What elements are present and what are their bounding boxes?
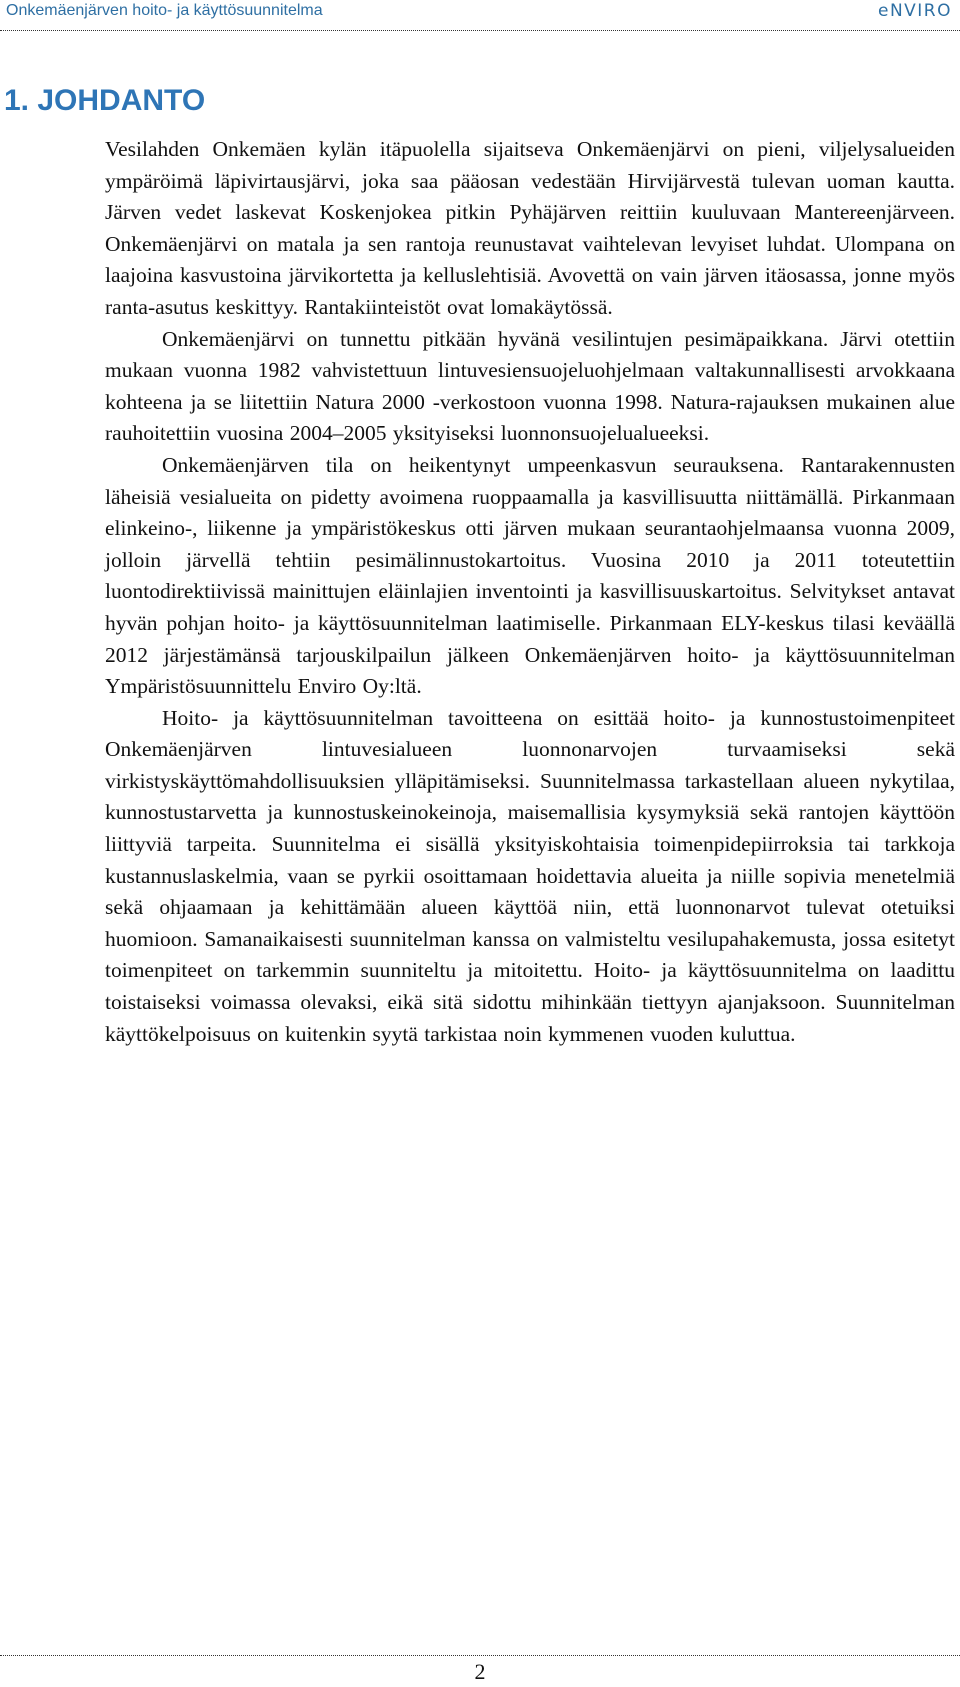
enviro-logo: eNVIRO [877,1,952,21]
body-text [105,134,955,1050]
paragraph-intro: Vesilahden Onkemäen kylän itäpuolella sijaitseva Onkemäenjärvi on pieni, viljelysalueiden ympäröimä läpivirtausjärvi, joka saa pääosan vedestään Hirvijärvestä tulevan uoman kautta. Järven vedet laskevat Koskenjokea pitkin Pyhäjärven reittiin kuuluvaan Mantereenjärveen. Onkemäenjärvi on matala ja sen rantoja reunustavat vaihtelevan levyiset luhdat. Ulompana on laajoina kasvustoina järvikortetta ja kelluslehtisiä. Avovettä on vain järven itäosassa, jonne myös ranta-asutus keskittyy. Rantakiinteistöt ovat lomakäytössä. [105,137,955,319]
document-title: Onkemäenjärven hoito- ja käyttösuunnitelma [6,2,323,19]
footer-divider [0,1655,960,1656]
paragraph-condition: Onkemäenjärven tila on heikentynyt umpeenkasvun seurauksena. Rantarakennusten läheisiä vesialueita on pidetty avoimena ruoppaamalla ja kasvillisuutta niittämällä. Pirkanmaan elinkeino-, liikenne ja ympäristökeskus otti järven mukaan seurantaohjelmaansa vuonna 2009, jolloin järvellä tehtiin pesimälinnustokartoitus. Vuosina 2010 ja 2011 toteutettiin luontodirektiivissä mainittujen eläinlajien inventointi ja kasvillisuuskartoitus. Selvitykset antavat hyvän pohjan hoito- ja käyttösuunnitelman laatimiselle. Pirkanmaan ELY-keskus tilasi keväällä 2012 järjestämänsä tarjouskilpailun jälkeen Onkemäenjärven hoito- ja käyttösuunnitelman Ympäristösuunnittelu Enviro Oy:ltä. [105,452,955,699]
paragraph-natura: Onkemäenjärvi on tunnettu pitkään hyvänä vesilintujen pesimäpaikkana. Järvi otettiin mukaan vuonna 1982 vahvistettuun lintuvesiensuojeluohjelmaan valtakunnallisesti arvokkaana kohteena ja se liitettiin Natura 2000 -verkostoon vuonna 1998. Natura-rajauksen mukainen alue rauhoitettiin vuosina 2004–2005 yksityiseksi luonnonsuojelualueeksi. [105,326,955,446]
paragraph-objectives: Hoito- ja käyttösuunnitelman tavoitteena on esittää hoito- ja kunnostustoimenpiteet Onkemäenjärven lintuvesialueen luonnonarvojen turvaamiseksi sekä virkistyskäyttömahdollisuuksien ylläpitämiseksi. Suunnitelmassa tarkastellaan alueen nykytilaa, kunnostustarvetta ja kunnostuskeinokeinoja, maisemallisia kysymyksiä sekä rantojen käyttöön liittyviä tarpeita. Suunnitelma ei sisällä yksityiskohtaisia toimenpidepiirroksia tai tarkkoja kustannuslaskelmia, vaan se pyrkii osoittamaan hoidettavia alueita ja niille sopivia menetelmiä sekä ohjaamaan ja kehittämään alueen käyttöä niin, että luonnonarvot tulevat otetuiksi huomioon. Samanaikaisesti suunnitelman kanssa on valmisteltu vesilupahakemusta, jossa esitetyt toimenpiteet on tarkemmin suunniteltu ja mitoitettu. Hoito- ja käyttösuunnitelma on laadittu toistaiseksi voimassa olevaksi, eikä sitä sidottu mihinkään tiettyyn ajanjaksoon. Suunnitelman käyttökelpoisuus on kuitenkin syytä tarkistaa noin kymmenen vuoden kuluttua. [105,705,955,1046]
section-heading: 1. JOHDANTO [4,84,206,117]
page-header [0,0,960,32]
page-number: 2 [474,1659,486,1684]
header-divider [0,30,960,31]
